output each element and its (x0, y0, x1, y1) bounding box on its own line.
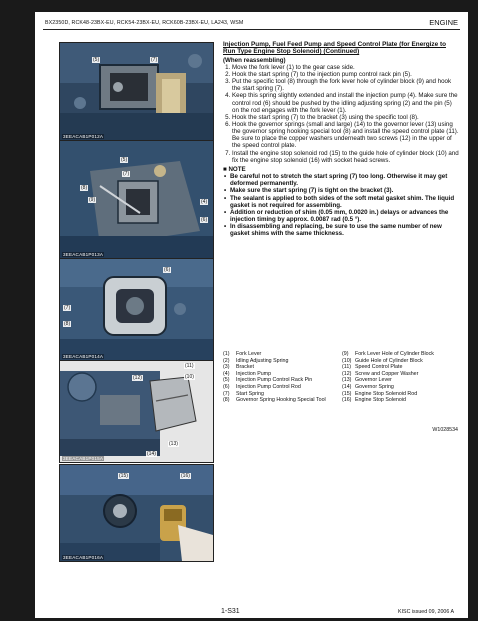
legend-item (342, 358, 461, 365)
photo-2-callout-8: (8) (81, 185, 88, 191)
legend-item (342, 391, 461, 398)
legend-item (223, 384, 342, 391)
photo-5-image (60, 465, 213, 561)
photo-2-callout-5: (5) (121, 157, 128, 163)
header-section: ENGINE (429, 18, 458, 27)
photo-5-callout-16: (16) (181, 473, 190, 479)
legend-label: Engine Stop Solenoid (355, 397, 406, 404)
section-subtitle: (When reassembling) (223, 56, 286, 64)
photo-1-callout-7: (7) (151, 57, 158, 63)
legend-label: Fork Lever Hole of Cylinder Block (355, 351, 434, 357)
legend-item (223, 391, 342, 398)
legend-label: Speed Control Plate (355, 364, 403, 371)
legend-item (342, 371, 461, 378)
photo-4-callout-11: (11) (185, 363, 194, 369)
photo-4-callout-10: (10) (185, 374, 194, 380)
legend-label: Governor Lever (355, 377, 392, 384)
procedure-text (223, 41, 459, 238)
legend-item (342, 377, 461, 384)
photo-2-code: 3EEACAB1P013A (63, 252, 104, 257)
photo-special-tool-insertion (59, 140, 214, 259)
reassembly-steps (223, 64, 459, 164)
legend-num: (9) (342, 351, 349, 357)
legend-label: Injection Pump (236, 370, 272, 377)
legend-item (342, 397, 461, 404)
step-item: 6. Hook the governor springs (small and large) (14) to the governor lever (13) using the governor spring hooking special tool (8) and install the speed control plate (11). Be sure to place the copper washers underneath two screws (12) in the upper of the speed control plate. (232, 121, 459, 150)
photo-1-callout-5: (5) (93, 57, 100, 63)
document-id: W1028534 (432, 427, 458, 433)
page-number: 1-S31 (221, 608, 240, 615)
legend-label: Bracket (236, 364, 254, 371)
step-item: 2. Hook the start spring (7) to the injection pump control rack pin (5). (232, 71, 459, 78)
legend-item (342, 364, 461, 371)
legend-label: Screw and Copper Washer (355, 370, 419, 377)
legend-num: (14) (342, 383, 352, 390)
parts-legend (223, 351, 461, 404)
photo-1-image (60, 43, 213, 140)
photo-2-image (60, 141, 213, 258)
legend-column-right (342, 351, 461, 404)
legend-item (223, 377, 342, 384)
legend-label: Engine Stop Solenoid Rod (355, 390, 418, 397)
photo-injection-pump-installed (59, 258, 214, 361)
legend-num: (16) (342, 397, 352, 404)
legend-label: Injection Pump Control Rod (236, 383, 301, 390)
step-item: 5. Hook the start spring (7) to the bracket (3) using the specific tool (8). (232, 114, 459, 121)
photo-2-callout-7: (7) (123, 171, 130, 177)
photo-4-callout-12: (12) (133, 375, 142, 381)
photo-2-callout-6: (6) (201, 217, 208, 223)
photo-engine-stop-solenoid (59, 464, 214, 562)
header-models: BX2350D, RCK48-23BX-EU, RCK54-23BX-EU, RCK60B-23BX-EU, LA243, WSM (45, 20, 244, 26)
legend-num: (11) (342, 364, 352, 371)
note-list (223, 173, 459, 237)
photo-3-callout-7: (7) (64, 305, 71, 311)
note-item: • In disassembling and replacing, be sure to use the same number of new gasket shims with the same thickness. (230, 223, 459, 237)
legend-item (223, 358, 342, 365)
photo-2-callout-4: (4) (201, 199, 208, 205)
issue-info: KISC issued 09, 2006 A (398, 609, 454, 615)
section-title: Injection Pump, Fuel Feed Pump and Speed Control Plate (for Energize to Run Type Engine Stop Solenoid) (Continued) (223, 41, 446, 56)
step-item: 4. Keep this spring slightly extended and install the injection pump (4). Make sure the control rod (6) should be pushed by the idling adjusting spring (2) and the pin (5) on the rod engages with the fork lever (1). (232, 92, 459, 113)
photo-2-callout-9: (9) (89, 197, 96, 203)
step-item: 3. Put the specific tool (8) through the fork lever hole of cylinder block (9) and hook the start spring (7). (232, 78, 459, 92)
photo-3-callout-6: (6) (164, 267, 171, 273)
photo-3-code: 3EEACAB1P014A (63, 354, 104, 359)
legend-item (223, 397, 342, 404)
step-item: 7. Install the engine stop solenoid rod (15) to the guide hole of cylinder block (10) and fix the engine stop solenoid (16) with socket head screws. (232, 150, 459, 164)
legend-num: (2) (223, 357, 230, 364)
legend-num: (3) (223, 364, 230, 371)
legend-label: Injection Pump Control Rack Pin (236, 377, 313, 384)
step-item: 1. Move the fork lever (1) to the gear case side. (232, 64, 459, 71)
legend-label: Fork Lever (236, 351, 262, 357)
photo-3-image (60, 259, 213, 360)
note-heading-label: NOTE (228, 165, 246, 173)
legend-label: Governor Spring (355, 383, 394, 390)
manual-page (35, 12, 468, 618)
legend-label: Idling Adjusting Spring (236, 357, 289, 364)
note-heading: ■ NOTE (223, 165, 246, 173)
legend-label: Start Spring (236, 390, 264, 397)
note-item: • Be careful not to stretch the start spring (7) too long. Otherwise it may get deformed permanently. (230, 173, 459, 187)
photo-5-code: 3EEACAB1P016A (63, 555, 104, 560)
legend-item (342, 351, 461, 358)
photo-speed-control-plate (59, 360, 214, 463)
legend-num: (12) (342, 370, 352, 377)
legend-label: Governor Spring Hooking Special Tool (236, 397, 326, 404)
legend-num: (5) (223, 377, 230, 384)
photo-4-callout-14: (14) (147, 451, 156, 457)
legend-num: (1) (223, 351, 230, 357)
legend-num: (8) (223, 397, 230, 404)
photo-4-callout-13: (13) (169, 441, 178, 447)
photo-5-callout-15: (15) (119, 473, 128, 479)
legend-num: (13) (342, 377, 352, 384)
photo-injection-pump-opening (59, 42, 214, 141)
legend-item (223, 371, 342, 378)
legend-num: (10) (342, 357, 352, 364)
note-item: • Addition or reduction of shim (0.05 mm, 0.0020 in.) delays or advances the injection timing by approx. 0.0087 rad (0.5 °). (230, 209, 459, 223)
note-item: • Make sure the start spring (7) is tight on the bracket (3). (230, 187, 459, 194)
photo-4-code: 3EEACAB1P015A (63, 456, 104, 461)
legend-num: (7) (223, 390, 230, 397)
legend-item (342, 384, 461, 391)
note-item: • The sealant is applied to both sides of the soft metal gasket shim. The liquid gasket is not required for assembling. (230, 195, 459, 209)
legend-item (223, 364, 342, 371)
photo-3-callout-8: (8) (64, 321, 71, 327)
header-rule (43, 29, 460, 30)
legend-column-left (223, 351, 342, 404)
photo-1-code: 3EEACAB1P012A (63, 134, 104, 139)
legend-num: (4) (223, 370, 230, 377)
legend-label: Guide Hole of Cylinder Block (355, 357, 423, 364)
legend-num: (6) (223, 383, 230, 390)
legend-item (223, 351, 342, 358)
legend-num: (15) (342, 390, 352, 397)
